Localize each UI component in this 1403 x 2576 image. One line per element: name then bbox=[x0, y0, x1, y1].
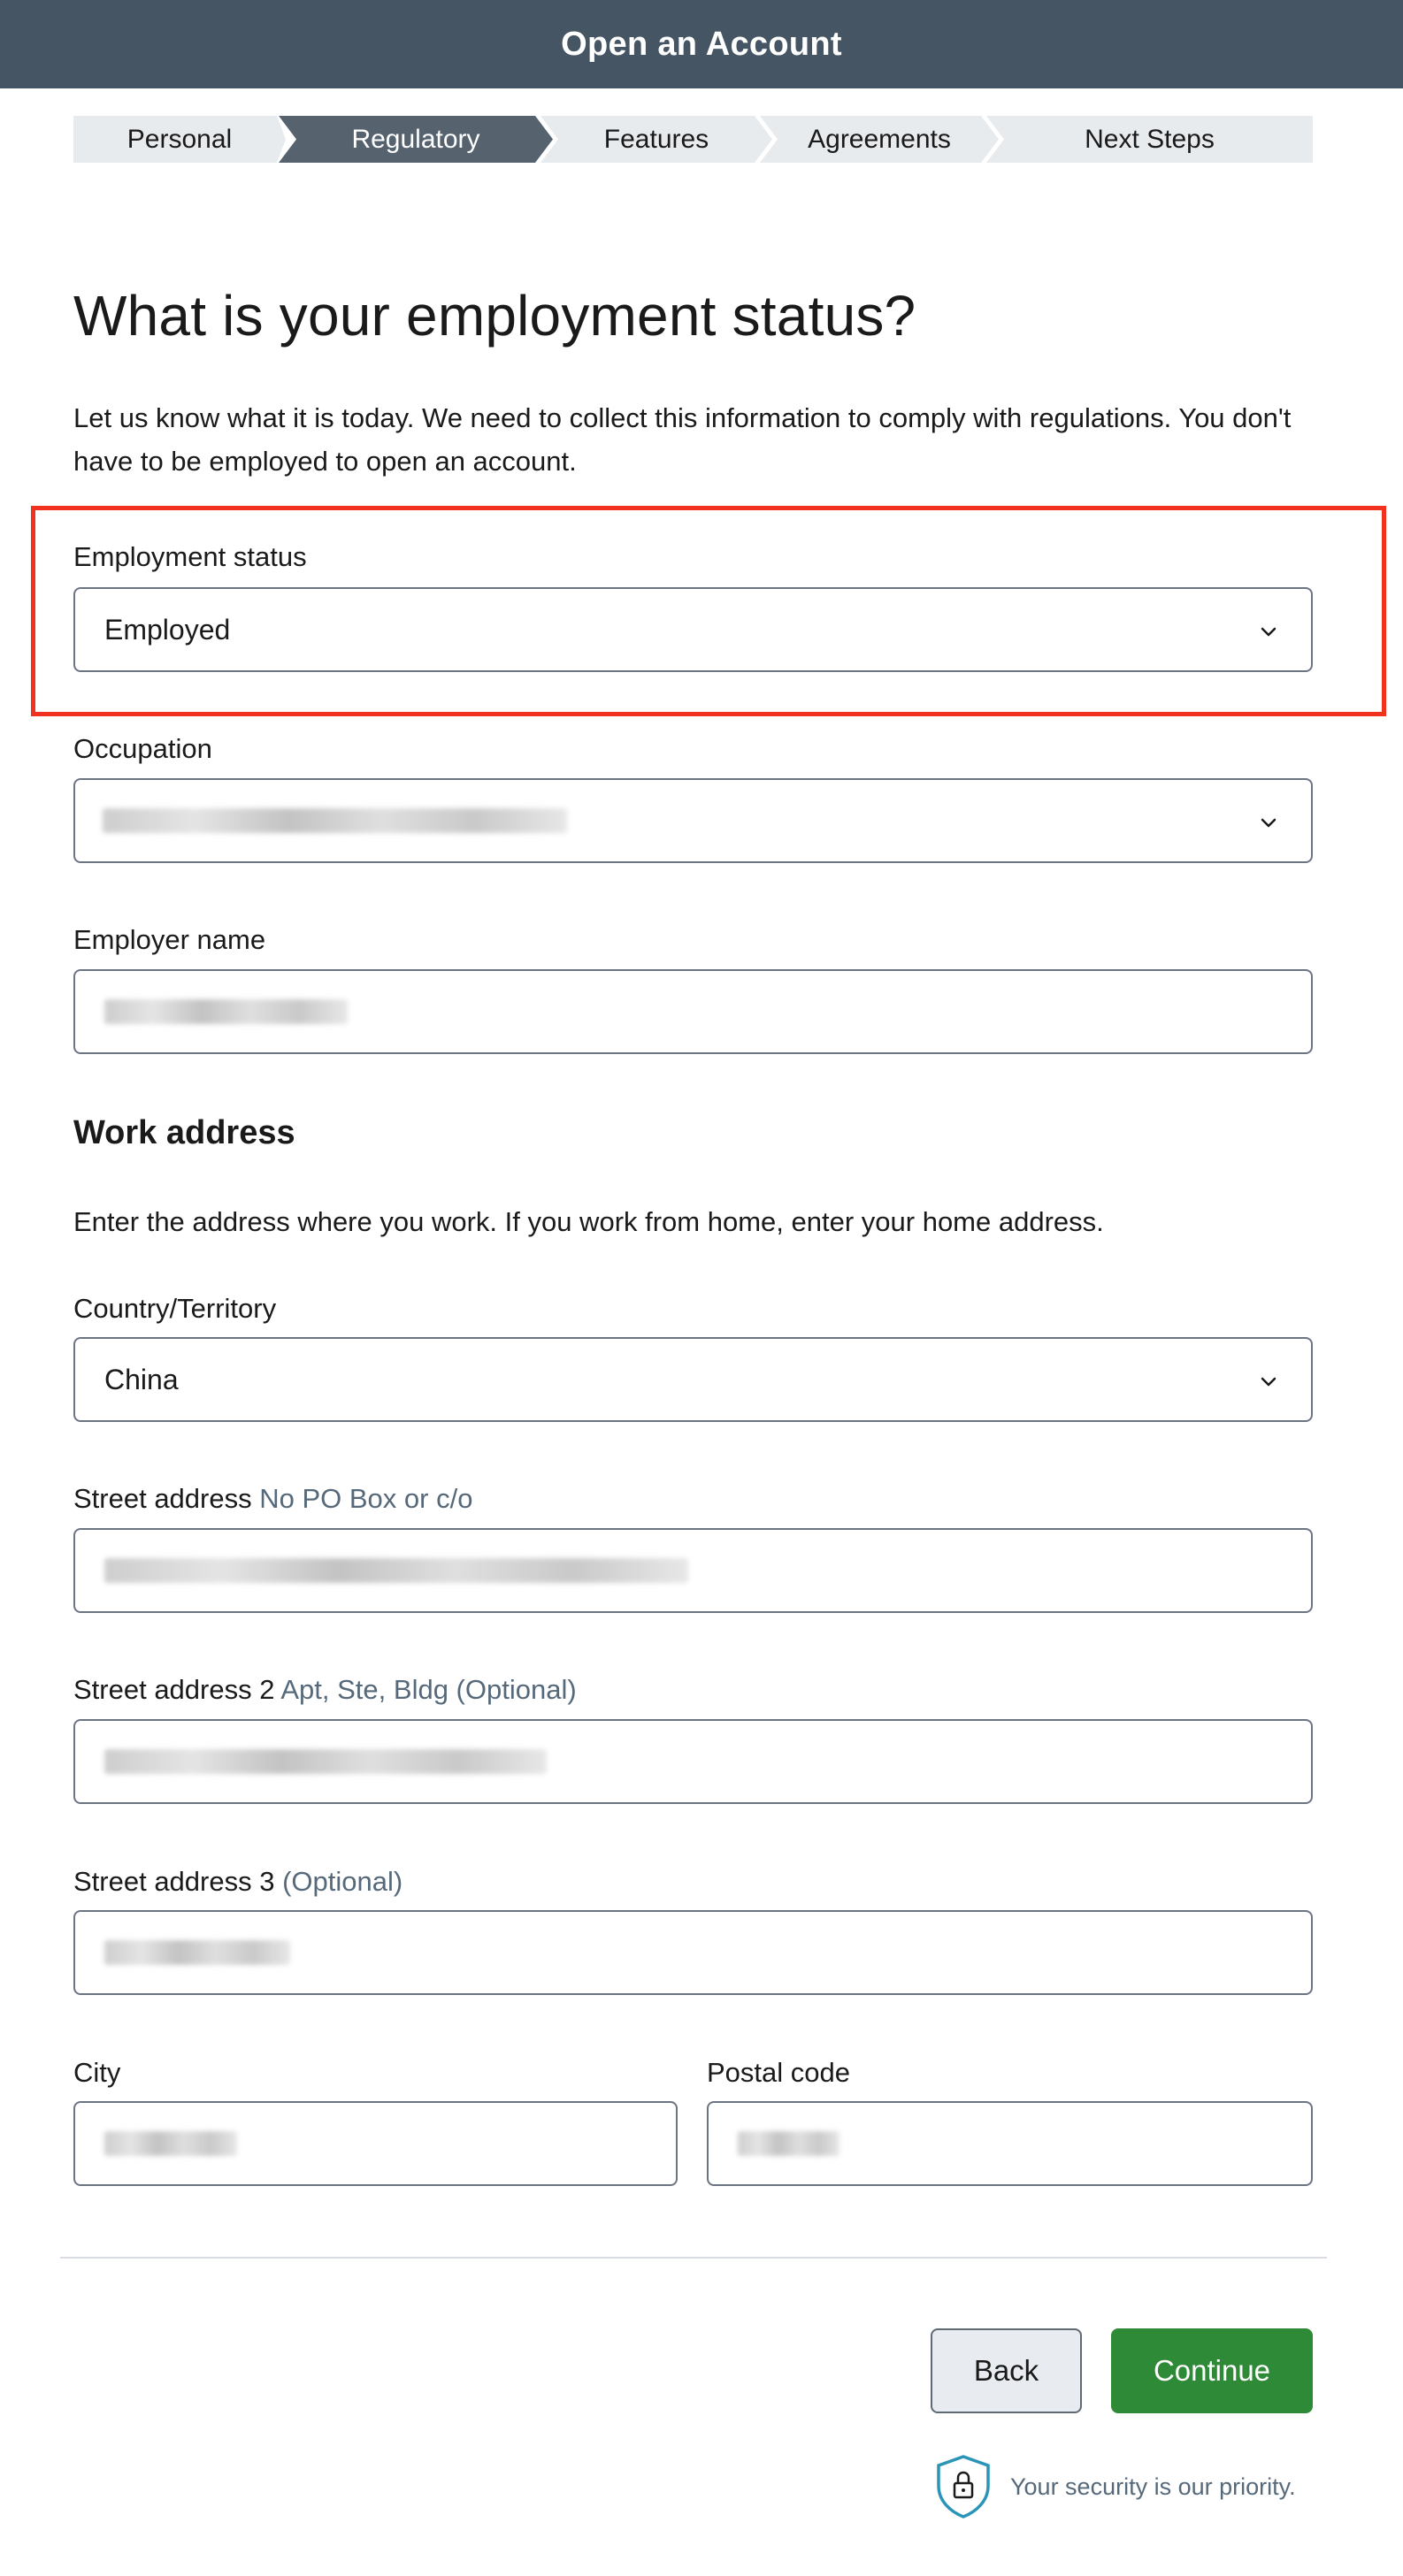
city-input[interactable] bbox=[73, 2101, 678, 2186]
employment-status-label: Employment status bbox=[73, 541, 307, 572]
street-address-input[interactable] bbox=[73, 1528, 1313, 1613]
redacted-value bbox=[103, 808, 567, 833]
street-address-3-label bbox=[73, 1866, 402, 1898]
security-text: Your security is our priority. bbox=[1010, 2473, 1296, 2500]
redacted-value bbox=[738, 2131, 840, 2156]
step-personal[interactable] bbox=[73, 116, 286, 163]
postal-code-input[interactable] bbox=[707, 2101, 1313, 2186]
field-hint: Apt, Ste, Bldg (Optional) bbox=[280, 1674, 577, 1705]
redacted-value bbox=[104, 999, 348, 1024]
security-notice bbox=[934, 2454, 1296, 2519]
step-label: Next Steps bbox=[1085, 124, 1215, 154]
street-address-2-label bbox=[73, 1674, 577, 1706]
back-button[interactable]: Back bbox=[931, 2328, 1082, 2413]
work-address-description: Enter the address where you work. If you work from home, enter your home address. bbox=[73, 1206, 1104, 1237]
street-address-2-input[interactable] bbox=[73, 1719, 1313, 1804]
field-hint: No PO Box or c/o bbox=[259, 1483, 473, 1514]
country-value: China bbox=[104, 1363, 179, 1395]
field-label-text: Street address bbox=[73, 1483, 252, 1514]
step-next-steps[interactable] bbox=[986, 116, 1313, 163]
chevron-down-icon bbox=[1258, 812, 1279, 833]
employment-status-value: Employed bbox=[104, 613, 231, 646]
employment-status-select[interactable] bbox=[73, 587, 1313, 672]
step-features[interactable] bbox=[540, 116, 772, 163]
divider bbox=[60, 2257, 1327, 2259]
header-title: Open an Account bbox=[561, 25, 842, 63]
page-intro: Let us know what it is today. We need to collect this information to comply with regulations. You don't have to be employed to open an account. bbox=[73, 402, 1292, 477]
step-label: Personal bbox=[126, 124, 233, 154]
street-address-3-input[interactable] bbox=[73, 1910, 1313, 1995]
field-label-text: Street address 3 bbox=[73, 1866, 275, 1897]
shield-lock-icon bbox=[934, 2454, 993, 2519]
work-address-heading: Work address bbox=[73, 1114, 295, 1151]
country-select[interactable] bbox=[73, 1337, 1313, 1422]
city-label: City bbox=[73, 2057, 121, 2088]
employer-name-input[interactable] bbox=[73, 969, 1313, 1054]
step-regulatory[interactable] bbox=[279, 116, 553, 163]
occupation-select[interactable] bbox=[73, 778, 1313, 863]
step-label: Agreements bbox=[808, 124, 951, 154]
country-label: Country/Territory bbox=[73, 1293, 277, 1324]
step-label: Regulatory bbox=[351, 124, 480, 154]
redacted-value bbox=[104, 1558, 688, 1583]
occupation-label: Occupation bbox=[73, 733, 212, 764]
employer-name-label: Employer name bbox=[73, 924, 266, 955]
step-label: Features bbox=[603, 124, 709, 154]
continue-button[interactable]: Continue bbox=[1111, 2328, 1313, 2413]
step-agreements[interactable] bbox=[760, 116, 999, 163]
street-address-label bbox=[73, 1483, 472, 1515]
field-label-text: Street address 2 bbox=[73, 1674, 275, 1705]
app-header bbox=[0, 0, 1403, 88]
redacted-value bbox=[104, 1749, 547, 1774]
redacted-value bbox=[104, 1940, 290, 1965]
chevron-down-icon bbox=[1258, 1371, 1279, 1392]
redacted-value bbox=[104, 2131, 237, 2156]
chevron-down-icon bbox=[1258, 621, 1279, 642]
field-hint: (Optional) bbox=[282, 1866, 403, 1897]
postal-code-label: Postal code bbox=[707, 2057, 850, 2088]
page-title: What is your employment status? bbox=[73, 284, 916, 348]
progress-stepper bbox=[73, 116, 1313, 163]
